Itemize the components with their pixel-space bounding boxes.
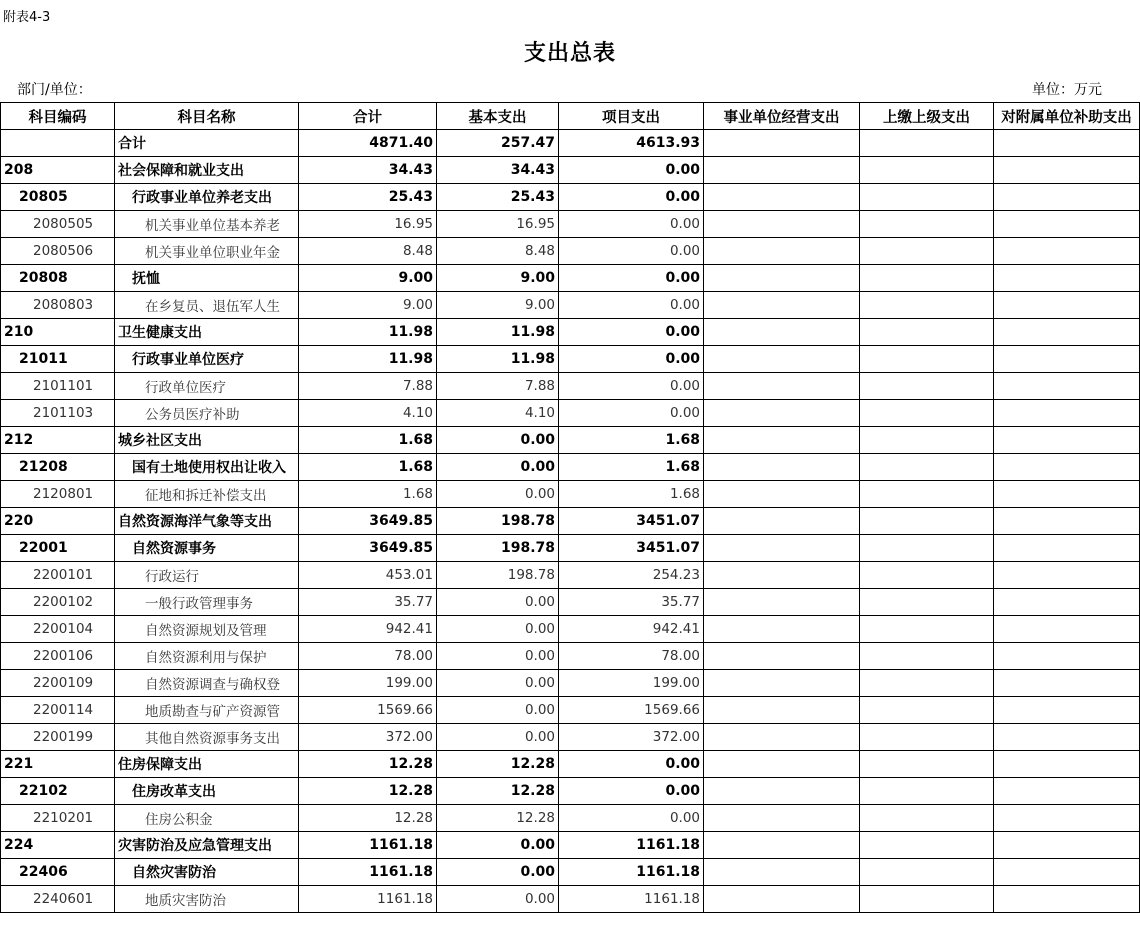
cell-total: 4.10	[299, 400, 437, 427]
cell-business	[704, 373, 860, 400]
cell-remit	[860, 616, 994, 643]
cell-business	[704, 265, 860, 292]
cell-name: 地质勘查与矿产资源管	[115, 697, 299, 724]
cell-total: 3649.85	[299, 508, 437, 535]
cell-name: 自然资源海洋气象等支出	[115, 508, 299, 535]
cell-project: 0.00	[559, 751, 704, 778]
table-row	[1, 265, 1140, 292]
table-row	[1, 454, 1140, 481]
cell-name: 自然资源规划及管理	[115, 616, 299, 643]
col-header-name: 科目名称	[115, 103, 299, 130]
cell-business	[704, 805, 860, 832]
cell-subsidy	[994, 859, 1140, 886]
cell-total: 1161.18	[299, 832, 437, 859]
cell-business	[704, 184, 860, 211]
cell-code: 2200106	[1, 643, 115, 670]
cell-code: 2200109	[1, 670, 115, 697]
cell-remit	[860, 508, 994, 535]
cell-total: 12.28	[299, 805, 437, 832]
cell-basic: 257.47	[437, 130, 559, 157]
cell-subsidy	[994, 454, 1140, 481]
cell-subsidy	[994, 562, 1140, 589]
table-row	[1, 346, 1140, 373]
cell-remit	[860, 454, 994, 481]
cell-project: 942.41	[559, 616, 704, 643]
cell-subsidy	[994, 238, 1140, 265]
cell-business	[704, 481, 860, 508]
cell-remit	[860, 184, 994, 211]
cell-total: 372.00	[299, 724, 437, 751]
cell-code: 21208	[1, 454, 115, 481]
cell-code: 224	[1, 832, 115, 859]
cell-subsidy	[994, 292, 1140, 319]
cell-basic: 0.00	[437, 670, 559, 697]
cell-basic: 0.00	[437, 832, 559, 859]
cell-basic: 0.00	[437, 697, 559, 724]
cell-total: 11.98	[299, 319, 437, 346]
cell-subsidy	[994, 265, 1140, 292]
cell-subsidy	[994, 157, 1140, 184]
cell-code: 2240601	[1, 886, 115, 913]
cell-basic: 0.00	[437, 886, 559, 913]
cell-business	[704, 778, 860, 805]
cell-total: 1569.66	[299, 697, 437, 724]
table-row	[1, 535, 1140, 562]
table-row	[1, 130, 1140, 157]
cell-subsidy	[994, 481, 1140, 508]
cell-subsidy	[994, 373, 1140, 400]
cell-total: 8.48	[299, 238, 437, 265]
cell-remit	[860, 724, 994, 751]
cell-remit	[860, 481, 994, 508]
table-row	[1, 832, 1140, 859]
cell-remit	[860, 562, 994, 589]
table-row	[1, 319, 1140, 346]
cell-name: 其他自然资源事务支出	[115, 724, 299, 751]
unit-label: 单位：万元	[1032, 82, 1102, 98]
cell-remit	[860, 319, 994, 346]
cell-business	[704, 670, 860, 697]
cell-basic: 0.00	[437, 427, 559, 454]
dept-label: 部门/单位：	[17, 82, 92, 98]
cell-total: 453.01	[299, 562, 437, 589]
cell-project: 3451.07	[559, 508, 704, 535]
cell-basic: 25.43	[437, 184, 559, 211]
cell-business	[704, 832, 860, 859]
cell-business	[704, 616, 860, 643]
cell-basic: 0.00	[437, 724, 559, 751]
cell-subsidy	[994, 400, 1140, 427]
cell-code: 22001	[1, 535, 115, 562]
cell-business	[704, 400, 860, 427]
col-header-basic: 基本支出	[437, 103, 559, 130]
cell-code: 2200199	[1, 724, 115, 751]
cell-basic: 7.88	[437, 373, 559, 400]
cell-project: 0.00	[559, 373, 704, 400]
col-header-project: 项目支出	[559, 103, 704, 130]
cell-business	[704, 886, 860, 913]
col-header-total: 合计	[299, 103, 437, 130]
cell-subsidy	[994, 616, 1140, 643]
cell-total: 34.43	[299, 157, 437, 184]
cell-business	[704, 427, 860, 454]
cell-project: 0.00	[559, 805, 704, 832]
cell-total: 7.88	[299, 373, 437, 400]
cell-project: 1.68	[559, 454, 704, 481]
cell-subsidy	[994, 751, 1140, 778]
cell-total: 9.00	[299, 292, 437, 319]
cell-basic: 11.98	[437, 346, 559, 373]
cell-basic: 9.00	[437, 265, 559, 292]
cell-remit	[860, 643, 994, 670]
cell-basic: 8.48	[437, 238, 559, 265]
cell-business	[704, 859, 860, 886]
cell-name: 卫生健康支出	[115, 319, 299, 346]
cell-name: 公务员医疗补助	[115, 400, 299, 427]
cell-basic: 0.00	[437, 859, 559, 886]
cell-business	[704, 643, 860, 670]
cell-name: 在乡复员、退伍军人生	[115, 292, 299, 319]
table-row	[1, 778, 1140, 805]
table-row	[1, 697, 1140, 724]
cell-code: 2080506	[1, 238, 115, 265]
cell-total: 1.68	[299, 454, 437, 481]
cell-remit	[860, 346, 994, 373]
cell-name: 合计	[115, 130, 299, 157]
cell-code: 20808	[1, 265, 115, 292]
cell-name: 行政运行	[115, 562, 299, 589]
cell-project: 0.00	[559, 211, 704, 238]
cell-name: 机关事业单位职业年金	[115, 238, 299, 265]
cell-code: 2200104	[1, 616, 115, 643]
table-row	[1, 157, 1140, 184]
cell-subsidy	[994, 805, 1140, 832]
cell-name: 抚恤	[115, 265, 299, 292]
cell-project: 0.00	[559, 400, 704, 427]
cell-subsidy	[994, 427, 1140, 454]
cell-name: 自然资源事务	[115, 535, 299, 562]
cell-name: 征地和拆迁补偿支出	[115, 481, 299, 508]
cell-project: 0.00	[559, 778, 704, 805]
cell-basic: 198.78	[437, 535, 559, 562]
cell-business	[704, 589, 860, 616]
cell-subsidy	[994, 886, 1140, 913]
cell-name: 机关事业单位基本养老	[115, 211, 299, 238]
cell-name: 自然资源调查与确权登	[115, 670, 299, 697]
cell-total: 16.95	[299, 211, 437, 238]
col-header-subsidy: 对附属单位补助支出	[994, 103, 1140, 130]
cell-project: 0.00	[559, 265, 704, 292]
cell-basic: 0.00	[437, 616, 559, 643]
cell-basic: 4.10	[437, 400, 559, 427]
cell-name: 自然灾害防治	[115, 859, 299, 886]
cell-code: 2120801	[1, 481, 115, 508]
cell-business	[704, 346, 860, 373]
cell-remit	[860, 292, 994, 319]
expenditure-table	[0, 102, 1140, 913]
cell-remit	[860, 805, 994, 832]
cell-name: 地质灾害防治	[115, 886, 299, 913]
cell-remit	[860, 859, 994, 886]
cell-remit	[860, 589, 994, 616]
table-row	[1, 751, 1140, 778]
cell-total: 1.68	[299, 481, 437, 508]
cell-business	[704, 751, 860, 778]
cell-subsidy	[994, 130, 1140, 157]
cell-code: 2210201	[1, 805, 115, 832]
cell-project: 0.00	[559, 238, 704, 265]
cell-code: 208	[1, 157, 115, 184]
cell-project: 199.00	[559, 670, 704, 697]
col-header-remit: 上缴上级支出	[860, 103, 994, 130]
table-row	[1, 427, 1140, 454]
cell-code: 2101101	[1, 373, 115, 400]
cell-remit	[860, 670, 994, 697]
cell-total: 12.28	[299, 778, 437, 805]
cell-project: 3451.07	[559, 535, 704, 562]
cell-remit	[860, 886, 994, 913]
cell-total: 25.43	[299, 184, 437, 211]
table-row	[1, 562, 1140, 589]
cell-project: 0.00	[559, 184, 704, 211]
cell-remit	[860, 265, 994, 292]
table-row	[1, 481, 1140, 508]
cell-remit	[860, 832, 994, 859]
cell-subsidy	[994, 346, 1140, 373]
cell-business	[704, 157, 860, 184]
cell-subsidy	[994, 697, 1140, 724]
table-row	[1, 724, 1140, 751]
table-row	[1, 589, 1140, 616]
cell-basic: 34.43	[437, 157, 559, 184]
cell-code: 20805	[1, 184, 115, 211]
cell-project: 4613.93	[559, 130, 704, 157]
cell-project: 1161.18	[559, 859, 704, 886]
cell-subsidy	[994, 184, 1140, 211]
cell-name: 行政事业单位养老支出	[115, 184, 299, 211]
cell-remit	[860, 400, 994, 427]
cell-business	[704, 535, 860, 562]
table-body	[1, 130, 1140, 913]
cell-remit	[860, 427, 994, 454]
cell-basic: 0.00	[437, 481, 559, 508]
cell-business	[704, 454, 860, 481]
table-row	[1, 886, 1140, 913]
cell-total: 11.98	[299, 346, 437, 373]
cell-remit	[860, 130, 994, 157]
cell-business	[704, 238, 860, 265]
cell-subsidy	[994, 832, 1140, 859]
cell-business	[704, 724, 860, 751]
cell-total: 1161.18	[299, 886, 437, 913]
cell-name: 住房改革支出	[115, 778, 299, 805]
cell-name: 灾害防治及应急管理支出	[115, 832, 299, 859]
cell-project: 1569.66	[559, 697, 704, 724]
table-row	[1, 400, 1140, 427]
cell-project: 1.68	[559, 481, 704, 508]
cell-code: 2101103	[1, 400, 115, 427]
table-row	[1, 211, 1140, 238]
cell-business	[704, 211, 860, 238]
cell-project: 0.00	[559, 319, 704, 346]
table-row	[1, 184, 1140, 211]
cell-remit	[860, 157, 994, 184]
table-row	[1, 292, 1140, 319]
cell-total: 4871.40	[299, 130, 437, 157]
cell-remit	[860, 373, 994, 400]
cell-total: 12.28	[299, 751, 437, 778]
cell-basic: 0.00	[437, 589, 559, 616]
cell-code: 2200114	[1, 697, 115, 724]
cell-basic: 198.78	[437, 508, 559, 535]
cell-basic: 11.98	[437, 319, 559, 346]
cell-remit	[860, 778, 994, 805]
cell-project: 78.00	[559, 643, 704, 670]
cell-basic: 9.00	[437, 292, 559, 319]
cell-business	[704, 130, 860, 157]
cell-remit	[860, 751, 994, 778]
cell-subsidy	[994, 508, 1140, 535]
cell-total: 3649.85	[299, 535, 437, 562]
cell-project: 1.68	[559, 427, 704, 454]
col-header-business: 事业单位经营支出	[704, 103, 860, 130]
cell-name: 行政单位医疗	[115, 373, 299, 400]
cell-basic: 16.95	[437, 211, 559, 238]
cell-code: 210	[1, 319, 115, 346]
table-row	[1, 238, 1140, 265]
cell-code: 21011	[1, 346, 115, 373]
cell-code	[1, 130, 115, 157]
table-row	[1, 670, 1140, 697]
table-row	[1, 859, 1140, 886]
cell-remit	[860, 697, 994, 724]
cell-name: 住房保障支出	[115, 751, 299, 778]
table-row	[1, 616, 1140, 643]
cell-total: 942.41	[299, 616, 437, 643]
cell-project: 0.00	[559, 346, 704, 373]
cell-code: 2080803	[1, 292, 115, 319]
cell-basic: 12.28	[437, 778, 559, 805]
cell-total: 35.77	[299, 589, 437, 616]
cell-subsidy	[994, 589, 1140, 616]
table-row	[1, 508, 1140, 535]
table-row	[1, 373, 1140, 400]
cell-code: 22406	[1, 859, 115, 886]
cell-total: 1.68	[299, 427, 437, 454]
cell-project: 0.00	[559, 157, 704, 184]
cell-basic: 12.28	[437, 751, 559, 778]
cell-subsidy	[994, 211, 1140, 238]
cell-total: 9.00	[299, 265, 437, 292]
cell-name: 国有土地使用权出让收入	[115, 454, 299, 481]
cell-business	[704, 562, 860, 589]
annex-label: 附表4-3	[3, 10, 51, 25]
cell-business	[704, 319, 860, 346]
cell-total: 199.00	[299, 670, 437, 697]
cell-code: 221	[1, 751, 115, 778]
cell-subsidy	[994, 535, 1140, 562]
cell-code: 212	[1, 427, 115, 454]
cell-subsidy	[994, 670, 1140, 697]
cell-code: 220	[1, 508, 115, 535]
cell-remit	[860, 535, 994, 562]
cell-business	[704, 508, 860, 535]
cell-project: 372.00	[559, 724, 704, 751]
cell-basic: 0.00	[437, 454, 559, 481]
cell-name: 住房公积金	[115, 805, 299, 832]
table-row	[1, 805, 1140, 832]
cell-name: 一般行政管理事务	[115, 589, 299, 616]
cell-subsidy	[994, 643, 1140, 670]
cell-project: 1161.18	[559, 886, 704, 913]
cell-total: 78.00	[299, 643, 437, 670]
cell-basic: 0.00	[437, 643, 559, 670]
cell-code: 2200102	[1, 589, 115, 616]
cell-project: 1161.18	[559, 832, 704, 859]
cell-project: 254.23	[559, 562, 704, 589]
cell-name: 城乡社区支出	[115, 427, 299, 454]
page-title: 支出总表	[523, 41, 616, 66]
cell-business	[704, 292, 860, 319]
cell-code: 2080505	[1, 211, 115, 238]
cell-name: 自然资源利用与保护	[115, 643, 299, 670]
table-header-row	[1, 103, 1140, 130]
col-header-code: 科目编码	[1, 103, 115, 130]
cell-remit	[860, 238, 994, 265]
cell-remit	[860, 211, 994, 238]
cell-name: 行政事业单位医疗	[115, 346, 299, 373]
cell-total: 1161.18	[299, 859, 437, 886]
cell-business	[704, 697, 860, 724]
cell-code: 2200101	[1, 562, 115, 589]
cell-project: 0.00	[559, 292, 704, 319]
cell-subsidy	[994, 778, 1140, 805]
cell-name: 社会保障和就业支出	[115, 157, 299, 184]
cell-subsidy	[994, 319, 1140, 346]
cell-basic: 12.28	[437, 805, 559, 832]
cell-basic: 198.78	[437, 562, 559, 589]
cell-project: 35.77	[559, 589, 704, 616]
cell-subsidy	[994, 724, 1140, 751]
table-row	[1, 643, 1140, 670]
cell-code: 22102	[1, 778, 115, 805]
